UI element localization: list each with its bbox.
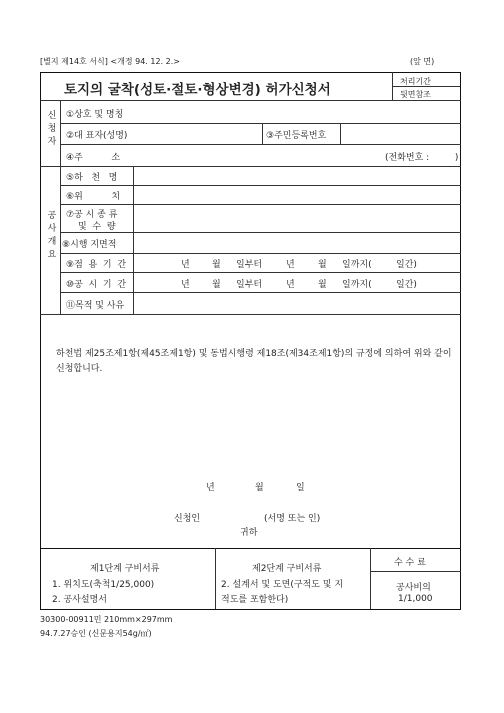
construction-month-end: 월 <box>318 280 327 290</box>
business-name-label: ①상호 및 명칭 <box>66 110 124 120</box>
footer-approval: 94.7.27승인 (신문용지54g/㎡) <box>40 629 152 638</box>
construction-month: 월 <box>212 280 221 290</box>
occupancy-period-label: ⑨점 용 기 간 <box>66 260 127 270</box>
construction-from: 일부터 <box>236 280 263 290</box>
occupancy-from: 일부터 <box>236 260 263 270</box>
work-type-label: ⑦공 시 종 류 <box>66 210 118 220</box>
fee-value-line2: 1/1,000 <box>398 594 433 604</box>
sign-note: (서명 또는 인) <box>264 514 321 524</box>
applicant-sign-label: 신청인 <box>174 514 201 524</box>
construction-year-end: 년 <box>286 280 295 290</box>
date-year: 년 <box>206 483 215 493</box>
form-number: [별지 제14호 서식] <개정 94. 12. 2.> <box>40 57 180 66</box>
purpose-label: ⑪목적 및 사유 <box>66 301 125 311</box>
applicant-section-label: 신 청 자 <box>47 111 57 147</box>
page-side: (앞 면) <box>410 57 435 66</box>
occupancy-year-end: 년 <box>286 260 295 270</box>
work-quantity-label: 및 수 량 <box>78 222 116 232</box>
step1-doc-2: 2. 공사설명서 <box>52 595 107 605</box>
construction-until: 일까지( <box>342 280 372 290</box>
representative-label: ②대 표자(성명) <box>66 131 128 141</box>
date-month: 월 <box>255 483 264 493</box>
step2-docs-title: 제2단계 구비서류 <box>252 564 322 574</box>
processing-period-value: 뒷면참조 <box>400 90 431 99</box>
phone-label: (전화번호 : ) <box>385 153 459 163</box>
footer-form-code: 30300-00911민 210mm×297mm <box>40 615 173 624</box>
fee-value-line1: 공사비의 <box>396 583 431 593</box>
step2-doc-1: 2. 설계서 및 도면(구적도 및 지 <box>221 580 344 590</box>
addressee: 귀하 <box>240 528 258 538</box>
occupancy-month: 월 <box>212 260 221 270</box>
construction-year: 년 <box>181 280 190 290</box>
fee-label: 수 수 료 <box>394 558 426 568</box>
application-statement: 하천법 제25조제1항(제45조제1항) 및 동법시행령 제18조(제34조제1항)의 규정에 의하여 위와 같이 신청합니다. <box>56 349 452 374</box>
processing-period-label: 처리기간 <box>400 77 431 86</box>
construction-period-label: ⑩공 시 기 간 <box>66 280 127 290</box>
step1-doc-1: 1. 위치도(축척1/25,000) <box>52 580 155 590</box>
occupancy-month-end: 월 <box>318 260 327 270</box>
location-label: ⑥위 치 <box>66 192 121 202</box>
construction-days: 일간) <box>396 280 417 290</box>
area-label: ⑧시행 지면적 <box>62 240 117 250</box>
resident-number-label: ③주민등록번호 <box>266 131 327 141</box>
address-label: ④주 소 <box>66 153 121 163</box>
occupancy-until: 일까지( <box>342 260 372 270</box>
date-day: 일 <box>296 483 305 493</box>
step2-doc-1-cont: 적도를 포함한다) <box>221 595 289 605</box>
river-name-label: ⑤하 천 명 <box>66 173 118 183</box>
occupancy-year: 년 <box>181 260 190 270</box>
work-section-label: 공 사 개 요 <box>47 211 57 260</box>
step1-docs-title: 제1단계 구비서류 <box>90 564 160 574</box>
form-title: 토지의 굴착(성토·절토·형상변경) 허가신청서 <box>64 82 331 98</box>
occupancy-days: 일간) <box>396 260 417 270</box>
